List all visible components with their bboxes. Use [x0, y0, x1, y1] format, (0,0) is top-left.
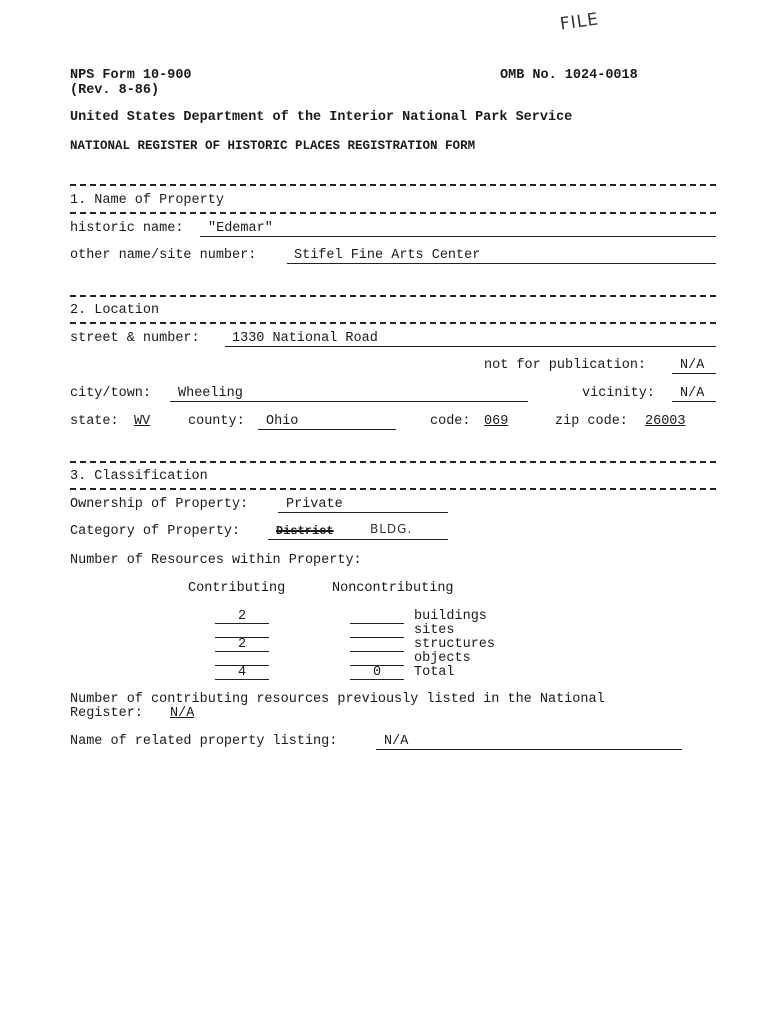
category-line — [268, 539, 448, 540]
section-divider — [70, 488, 716, 490]
section-divider — [70, 295, 716, 297]
ownership-line — [278, 512, 448, 513]
state-label: state: — [70, 414, 119, 429]
previously-listed-value: N/A — [170, 706, 195, 721]
contributing-buildings: 2 — [237, 609, 247, 624]
form-number: NPS Form 10-900 — [70, 68, 192, 83]
form-revision: (Rev. 8-86) — [70, 83, 160, 98]
ownership-label: Ownership of Property: — [70, 497, 249, 512]
other-name-value: Stifel Fine Arts Center — [294, 248, 481, 263]
zip-label: zip code: — [555, 414, 628, 429]
section-1-title: 1. Name of Property — [70, 193, 224, 208]
section-3-title: 3. Classification — [70, 469, 208, 484]
historic-name-line — [200, 236, 716, 237]
street-value: 1330 National Road — [232, 331, 378, 346]
ownership-value: Private — [286, 497, 343, 512]
previously-listed-line2: Register: — [70, 706, 143, 721]
blank-line — [350, 679, 404, 680]
omb-number: OMB No. 1024-0018 — [500, 68, 638, 83]
related-listing-label: Name of related property listing: — [70, 734, 338, 749]
row-label-buildings: buildings — [414, 609, 487, 624]
section-divider — [70, 184, 716, 186]
previously-listed-line1: Number of contributing resources previously listed in the National — [70, 692, 605, 707]
street-line — [225, 346, 716, 347]
historic-name-label: historic name: — [70, 221, 184, 236]
form-title: NATIONAL REGISTER OF HISTORIC PLACES REGISTRATION FORM — [70, 139, 476, 153]
blank-line — [215, 651, 269, 652]
vicinity-line — [672, 401, 716, 402]
blank-line — [350, 637, 404, 638]
col-contributing: Contributing — [188, 581, 286, 596]
category-handwritten-value: BLDG. — [370, 522, 413, 536]
file-stamp: FILE — [558, 9, 601, 35]
related-listing-line — [376, 749, 682, 750]
blank-line — [350, 651, 404, 652]
agency-name: United States Department of the Interior National Park Service — [70, 110, 573, 125]
city-label: city/town: — [70, 386, 152, 401]
blank-line — [215, 623, 269, 624]
category-label: Category of Property: — [70, 524, 241, 539]
row-label-sites: sites — [414, 623, 455, 638]
blank-line — [350, 623, 404, 624]
code-value: 069 — [484, 414, 509, 429]
county-value: Ohio — [266, 414, 299, 429]
nfp-label: not for publication: — [484, 358, 647, 373]
section-2-title: 2. Location — [70, 303, 160, 318]
contributing-total: 4 — [237, 665, 247, 680]
related-listing-value: N/A — [384, 734, 409, 749]
city-line — [170, 401, 528, 402]
resources-label: Number of Resources within Property: — [70, 553, 362, 568]
row-label-objects: objects — [414, 651, 471, 666]
blank-line — [215, 679, 269, 680]
nfp-value: N/A — [680, 358, 705, 373]
code-label: code: — [430, 414, 471, 429]
section-divider — [70, 461, 716, 463]
other-name-label: other name/site number: — [70, 248, 257, 263]
zip-value: 26003 — [645, 414, 686, 429]
street-label: street & number: — [70, 331, 200, 346]
vicinity-value: N/A — [680, 386, 705, 401]
col-noncontributing: Noncontributing — [332, 581, 454, 596]
historic-name-value: "Edemar" — [208, 221, 273, 236]
state-value: WV — [134, 414, 151, 429]
city-value: Wheeling — [178, 386, 243, 401]
row-label-structures: structures — [414, 637, 496, 652]
nfp-line — [672, 373, 716, 374]
section-divider — [70, 212, 716, 214]
other-name-line — [287, 263, 716, 264]
category-struck-value: District — [276, 524, 334, 538]
county-label: county: — [188, 414, 245, 429]
row-label-total: Total — [414, 665, 455, 680]
noncontributing-total: 0 — [372, 665, 382, 680]
section-divider — [70, 322, 716, 324]
county-line — [258, 429, 396, 430]
contributing-structures: 2 — [237, 637, 247, 652]
vicinity-label: vicinity: — [582, 386, 655, 401]
